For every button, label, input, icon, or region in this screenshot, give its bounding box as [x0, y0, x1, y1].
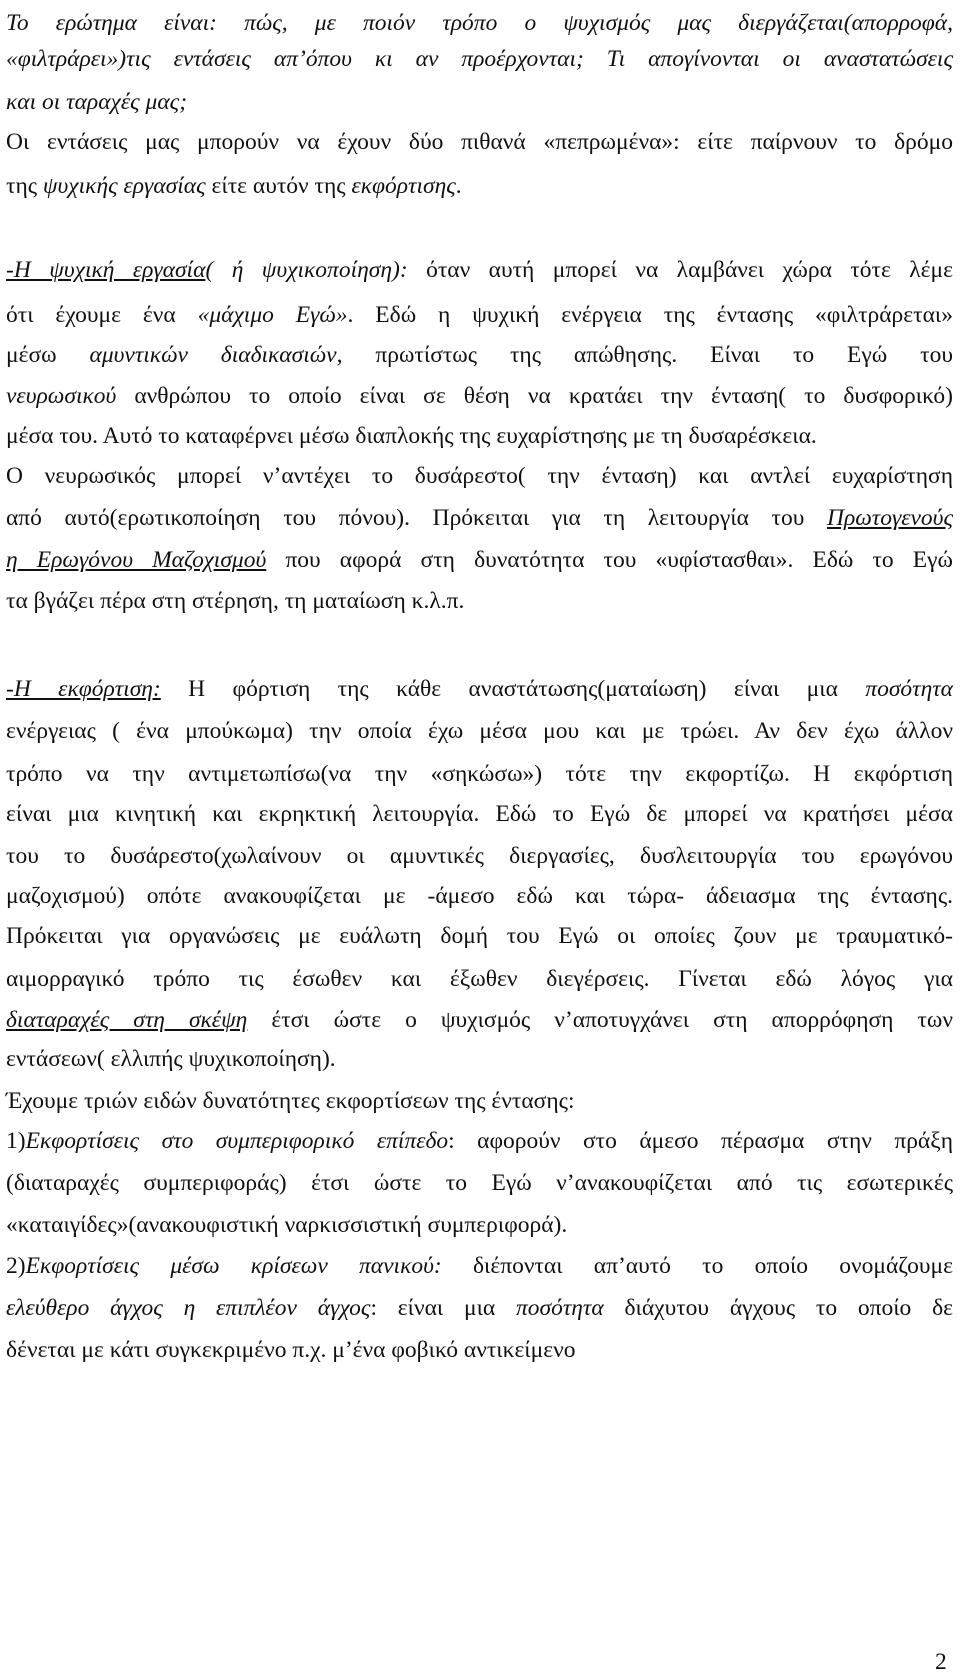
text-segment: -Η εκφόρτιση:: [6, 676, 161, 702]
text-segment: : είναι μια: [370, 1295, 516, 1321]
text-segment: (διαταραχές συμπεριφοράς) έτσι ώστε το Εγώ ν’ανακουφίζεται από τις εσωτερικές: [6, 1170, 953, 1196]
text-segment: δένεται με κάτι συγκεκριμένο π.χ. μ’ένα φοβικό αντικείμενο: [6, 1337, 576, 1363]
text-segment: ανθρώπου το οποίο είναι σε θέση να κρατάει την ένταση( το δυσφορικό): [116, 383, 953, 409]
text-segment: νευρωσικού: [6, 383, 117, 409]
text-segment: ποσότητα: [865, 676, 953, 702]
text-line: [6, 495, 953, 541]
text-segment: -Η ψυχική εργασία: [6, 257, 206, 283]
text-segment: που αφορά στη δυνατότητα του «υφίστασθαι». Εδώ το Εγώ: [266, 547, 953, 573]
text-segment: ότι έχουμε ένα: [6, 302, 198, 328]
text-segment: είτε αυτόν της: [205, 173, 352, 199]
text-line: [6, 1036, 953, 1082]
text-segment: έτσι ώστε ο ψυχισμός ν’αποτυγχάνει στη απορρόφηση των: [247, 1007, 953, 1033]
text-segment: και οι ταραχές μας;: [6, 89, 188, 115]
text-line: [6, 956, 953, 1002]
text-segment: Ο νευρωσικός μπορεί ν’αντέχει το δυσάρεστο( την ένταση) και αντλεί ευχαρίστηση: [6, 463, 953, 489]
text-segment: ψυχικής εργασίας: [42, 173, 206, 199]
text-segment: Το ερώτημα είναι: πώς, με ποιόν τρόπο ο ψυχισμός μας διεργάζεται(απορροφά,: [6, 10, 953, 36]
text-segment: Πρωτογενούς: [826, 505, 953, 531]
text-segment: τρόπο να την αντιμετωπίσω(να την «σηκώσω») τότε την εκφορτίζω. Η εκφόρτιση: [6, 761, 953, 787]
text-line: [6, 1118, 953, 1164]
text-line: [6, 163, 953, 209]
text-segment: από αυτό(ερωτικοποίηση του πόνου). Πρόκειται για τη λειτουργία του: [6, 505, 827, 531]
text-segment: ελεύθερο άγχος η επιπλέον άγχος: [6, 1295, 371, 1321]
text-segment: μαζοχισμού) οπότε ανακουφίζεται με -άμεσο εδώ και τώρα- άδειασμα της έντασης.: [6, 883, 953, 909]
text-segment: εντάσεων( ελλιπής ψυχικοποίηση).: [6, 1046, 336, 1072]
text-segment: , πρωτίστως της απώθησης. Είναι το Εγώ του: [336, 342, 953, 368]
text-line: [6, 1202, 953, 1248]
text-segment: ( ή ψυχικοποίηση):: [205, 257, 408, 283]
text-segment: διάχυτου άγχους το οποίο δε: [603, 1295, 954, 1321]
text-line: [6, 1243, 953, 1289]
text-segment: 1): [6, 1128, 26, 1154]
text-segment: «μάχιμο Εγώ»: [197, 302, 348, 328]
text-line: [6, 36, 953, 82]
page-number: 2: [935, 1649, 947, 1675]
text-segment: ποσότητα: [516, 1295, 604, 1321]
text-segment: διαταραχές στη σκέψη: [6, 1007, 248, 1033]
text-segment: αιμορραγικό τρόπο τις έσωθεν και έξωθεν διεγέρσεις. Γίνεται εδώ λόγος για: [6, 966, 953, 992]
text-line: [6, 791, 953, 837]
text-line: [6, 453, 953, 499]
text-segment: .: [455, 173, 462, 199]
text-line: [6, 332, 953, 378]
text-segment: μέσα του. Αυτό το καταφέρνει μέσω διαπλοκής της ευχαρίστησης με τη δυσαρέσκεια.: [6, 423, 817, 449]
text-segment: τα βγάζει πέρα στη στέρηση, τη ματαίωση κ.λ.π.: [6, 588, 465, 614]
text-segment: . Εδώ η ψυχική ενέργεια της έντασης «φιλτράρεται»: [347, 302, 953, 328]
text-line: [6, 578, 953, 624]
text-segment: «καταιγίδες»(ανακουφιστική ναρκισσιστική συμπεριφορά).: [6, 1212, 568, 1238]
text-line: [6, 708, 953, 754]
text-segment: «φιλτράρει»)τις εντάσεις απ’όπου κι αν προέρχονται; Τι απογίνονται οι αναστατώσεις: [6, 46, 953, 72]
text-segment: η Ερωγόνου Μαζοχισμού: [6, 547, 267, 573]
text-line: [6, 913, 953, 959]
text-segment: εκφόρτισης: [351, 173, 456, 199]
text-segment: αμυντικών διαδικασιών: [89, 342, 337, 368]
text-segment: Πρόκειται για οργανώσεις με ευάλωτη δομή του Εγώ οι οποίες ζουν με τραυματικό-: [6, 923, 953, 949]
text-segment: είναι μια κινητική και εκρηκτική λειτουργία. Εδώ το Εγώ δε μπορεί να κρατήσει μέσα: [6, 801, 953, 827]
text-line: [6, 1327, 953, 1373]
text-segment: : αφορούν στο άμεσο πέρασμα στην πράξη: [448, 1128, 954, 1154]
text-segment: μέσω: [6, 342, 90, 368]
text-segment: όταν αυτή μπορεί να λαμβάνει χώρα τότε λέμε: [407, 257, 954, 283]
text-line: [6, 1285, 953, 1331]
text-segment: της: [6, 173, 43, 199]
text-segment: Η φόρτιση της κάθε αναστάτωσης(ματαίωση) είναι μια: [160, 676, 866, 702]
text-line: [6, 666, 953, 712]
text-segment: Έχουμε τριών ειδών δυνατότητες εκφορτίσεων της έντασης:: [6, 1088, 575, 1114]
text-segment: Εκφορτίσεις στο συμπεριφορικό επίπεδο: [25, 1128, 449, 1154]
text-segment: του το δυσάρεστο(χωλαίνουν οι αμυντικές διεργασίες, δυσλειτουργία του ερωγόνου: [6, 843, 953, 869]
text-segment: Εκφορτίσεις μέσω κρίσεων πανικού:: [25, 1253, 442, 1279]
text-segment: 2): [6, 1253, 26, 1279]
text-line: [6, 247, 953, 293]
text-segment: διέπονται απ’αυτό το οποίο ονομάζουμε: [441, 1253, 953, 1279]
text-line: [6, 537, 953, 583]
text-line: [6, 119, 953, 165]
text-segment: Οι εντάσεις μας μπορούν να έχουν δύο πιθανά «πεπρωμένα»: είτε παίρνουν το δρόμο: [6, 129, 953, 155]
text-line: [6, 1160, 953, 1206]
text-segment: ενέργειας ( ένα μπούκωμα) την οποία έχω μέσα μου και με τρώει. Αν δεν έχω άλλον: [6, 718, 953, 744]
